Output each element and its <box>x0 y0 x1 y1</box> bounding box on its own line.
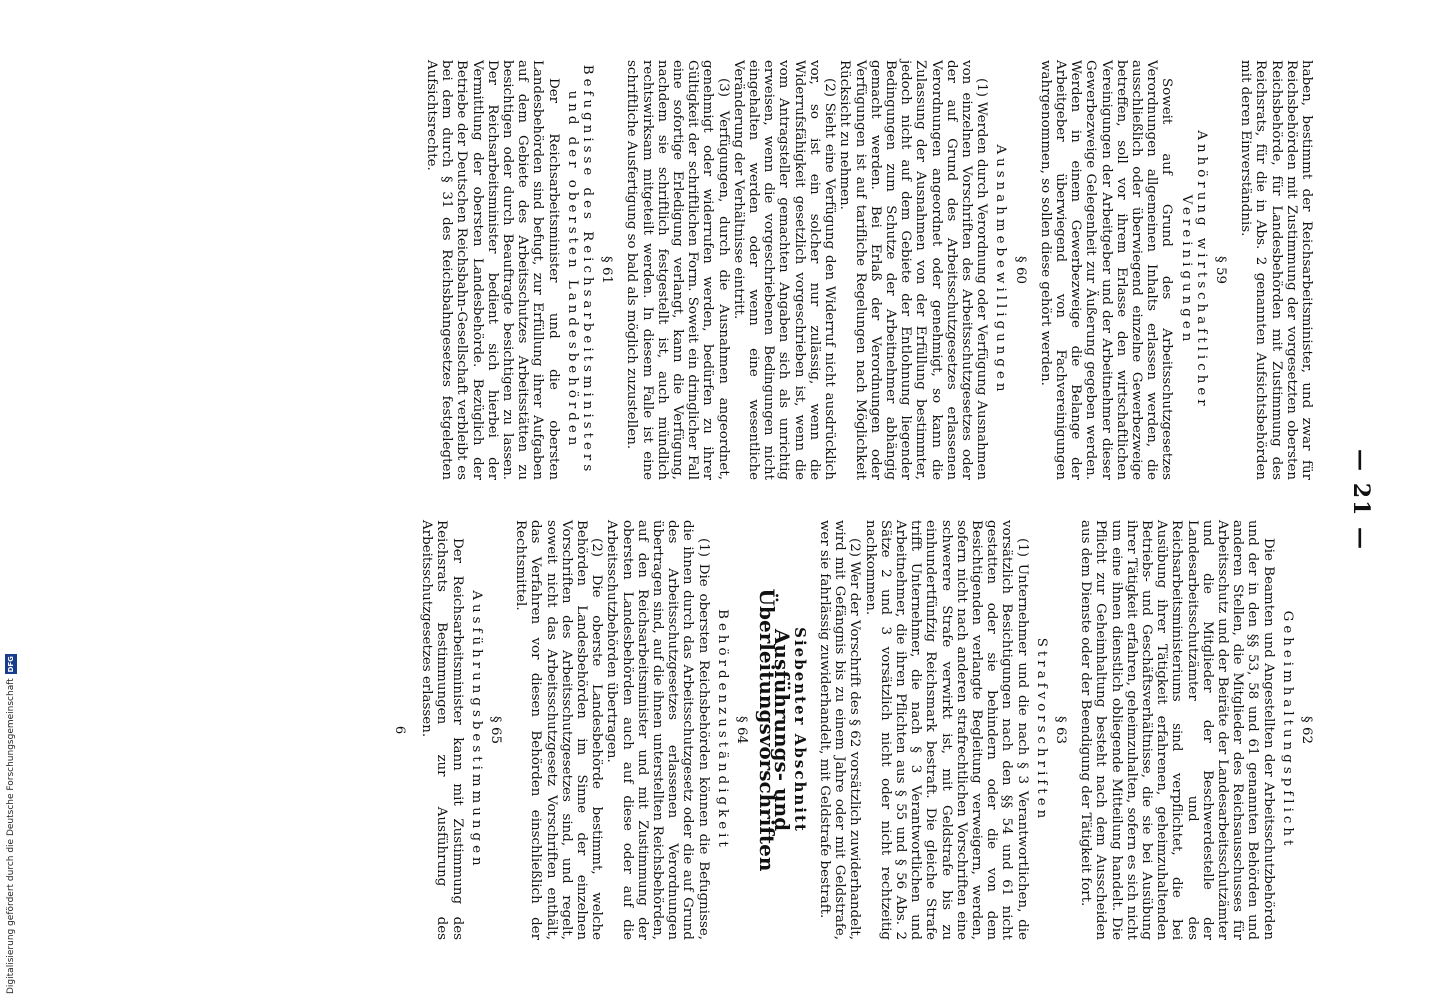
footer-text: Digitalisierung gefördert durch die Deutsche Forschungsgemeinschaft <box>6 678 16 994</box>
section-63-number: § 63 <box>1052 716 1068 744</box>
section-60-title: Ausnahmebewilligungen <box>993 144 1009 396</box>
section-61-text: Der Reichsarbeitsminister und die obersten Landesbehörden sind befugt, zur Erfüllung ihrer Aufgaben auf dem Gebiete des Arbeitsschutzes Arbeitsstätten zu besichtigen oder durch Beauftragte besichtigen zu lassen. Der Reichsarbeitsminister bedient sich hierbei der Vermittlung der obersten Landesbehörde. Bezüglich der Betriebe der Deutschen Reichsbahn-Gesellschaft verbleibt es bei dem durch § 31 des Reichsbahngesetzes festgelegten Aufsichtsrechte. <box>424 60 561 480</box>
right-column <box>392 520 1314 940</box>
section-59-text: Soweit auf Grund des Arbeitsschutzgesetzes Verordnungen allgemeinen Inhalts erlassen werden, die ausschließlich oder überwiegend einzelne Gewerbezweige betreffen, soll vor ihrem Erlasse den wirtschaftlichen Vereinigungen der Arbeitgeber und der Arbeitnehmer dieser Gewerbezweige Gelegenheit zur Äußerung gegeben werden. Werden in einem Gewerbezweige die Belange der Arbeitgeber überwiegend von Fachvereinigungen wahrgenommen, so sollen diese gehört werden. <box>1037 60 1175 480</box>
section-60-para-1: (1) Werden durch Verordnung oder Verfügung Ausnahmen von einzelnen Vorschriften des Arbeitsschutzgesetzes oder der auf Grund des Arbeitsschutzgesetzes erlassenen Verordnungen angeordnet oder genehmigt, so kann die Zulassung der Ausnahmen von der Erfüllung bestimmter, jedoch nicht auf dem Gebiete der Entlohnung liegender Bedingungen zum Schutze der Arbeitnehmer abhängig gemacht werden. Bei Erlaß der Verordnungen oder Verfügungen ist auf tarifliche Regelungen nach Möglichkeit Rücksicht zu nehmen. <box>837 60 990 480</box>
section-62-number: § 62 <box>1299 716 1314 744</box>
dfg-logo-icon: DFG <box>7 656 15 673</box>
chapter-label: Siebenter Abschnitt <box>790 627 809 833</box>
section-59-number: § 59 <box>1212 256 1228 284</box>
section-60-para-2: (2) Sieht eine Verfügung den Widerruf nicht ausdrücklich vor, so ist ein solcher nur zulässig, wenn die Widerrufsfähigkeit gesetzlich vorgeschrieben ist, wenn die vom Antragsteller gemachten Angaben sich als unrichtig erweisen, wenn die vorgeschriebenen Bedingungen nicht eingehalten werden oder wenn eine wesentliche Veränderung der Verhältnisse eintritt. <box>730 60 838 480</box>
page-number: — 21 — <box>1348 449 1374 551</box>
section-60-para-3: (3) Verfügungen, durch die Ausnahmen angeordnet, genehmigt oder widerrufen werden, bedürfen zu ihrer Gültigkeit der schriftlichen Form. Soweit ein dringlicher Fall eine sofortige Erledigung verlangt, kann die Verfügung, nachdem sie schriftlich festgestellt ist, auch mündlich rechtswirksam mitgeteilt werden. In diesem Falle ist eine schriftliche Ausfertigung so bald als möglich zuzustellen. <box>624 60 731 480</box>
section-64-number: § 64 <box>734 716 750 744</box>
section-64-title: Behördenzuständigkeit <box>714 609 730 851</box>
section-61-number: § 61 <box>599 256 615 284</box>
section-65-number: § 65 <box>488 716 504 744</box>
continuation-paragraph: haben, bestimmt der Reichsarbeitsminister, und zwar für Reichsbehörden mit Zustimmung der vorgesetzten obersten Reichsbehörde, für Landesbehörden mit Zustimmung des Reichsrats, für die in Abs. 2 genannten Aufsichtsbehörden mit deren Einverständnis. <box>1238 60 1314 480</box>
section-64-para-1: (1) Die obersten Reichsbehörden können die Befugnisse, die ihnen durch das Arbeitsschutzgesetz oder die auf Grund des Arbeitsschutzgesetzes erlassenen Verordnungen übertragen sind, auf die ihnen unterstellten Reichsbehörden, auf den Reichsarbeitsminister und mit Zustimmung der obersten Landesbehörden auch auf diese oder auf die Arbeitsschutzbehörden übertragen. <box>604 520 711 940</box>
section-60-number: § 60 <box>1012 256 1028 284</box>
section-59-title: Anhörung wirtschaftlicher Vereinigungen <box>1178 130 1209 410</box>
section-64-para-2: (2) Die oberste Landesbehörde bestimmt, welche Behörden Landesbehörden im Sinne der einzelnen Vorschriften des Arbeitsschutzgesetzes sind, und regelt, soweit nicht das Arbeitsschutzgesetz Vorschriften enthält, das Verfahren vor diesen Behörden einschließlich der Rechtsmittel. <box>513 520 605 940</box>
section-61-title: Befugnisse des Reichsarbeitsministers und der obersten Landesbehörden <box>564 64 596 476</box>
section-63-title: Strafvorschriften <box>1033 637 1049 823</box>
section-62-title: Geheimhaltungspflicht <box>1279 610 1295 850</box>
digitization-footer <box>4 594 18 994</box>
footer-text-wrapper <box>4 594 18 994</box>
section-62-text: Die Beamten und Angestellten der Arbeitsschutzbehörden und der in den §§ 53, 58 und 61 genannten Behörden und anderen Stellen, die Mitglieder des Reichsausschusses für Arbeitsschutz und der Beiräte der Landesarbeitsschutzämter und die Mitglieder der Beschwerdestelle der Landesarbeitsschutzämter und des Reichsarbeitsministeriums sind verpflichtet, die bei Ausübung ihrer Tätigkeit erfahrenen, geheimzuhaltenden Betriebs- und Geschäftsverhältnisse, die sie bei Ausübung ihrer Tätigkeit erfahren, geheimzuhalten, sofern es sich nicht um eine ihnen dienstlich obliegende Mitteilung handelt. Die Pflicht zur Geheimhaltung besteht nach dem Ausscheiden aus dem Dienste oder der Beendigung der Tätigkeit fort. <box>1078 520 1276 940</box>
section-65-text: Der Reichsarbeitsminister kann mit Zustimmung des Reichsrats Bestimmungen zur Ausführung des Arbeitsschutzgesetzes erlassen. <box>419 520 465 940</box>
signature-mark: 6 <box>392 725 408 735</box>
section-63-para-1: (1) Unternehmer und die nach § 3 Verantwortlichen, die vorsätzlich Besichtigungen nach den §§ 54 und 61 nicht gestatten oder sie behindern oder die von dem Besichtigenden verlangte Begleitung verweigern, werden, sofern nicht nach anderen strafrechtlichen Vorschriften eine schwerere Strafe verwirkt ist, mit Geldstrafe bis zu einhundertfünfzig Reichsmark bestraft. Die gleiche Strafe trifft Unternehmer, die nach § 3 Verantwortlichen und Arbeitnehmer, die ihren Pflichten aus § 55 und § 56 Abs. 2 Sätze 2 und 3 vorsätzlich nicht oder nicht rechtzeitig nachkommen. <box>862 520 1030 940</box>
section-65-title: Ausführungsbestimmungen <box>468 590 484 870</box>
section-63-para-2: (2) Wer der Vorschrift des § 62 vorsätzlich zuwiderhandelt, wird mit Gefängnis bis zu einem Jahre oder mit Geldstrafe, wer sie fahrlässig zuwiderhandelt, mit Geldstrafe bestraft. <box>816 520 863 940</box>
chapter-title: Ausführungs- und Überleitungsvorschriften <box>755 588 795 872</box>
left-column <box>424 60 1314 480</box>
